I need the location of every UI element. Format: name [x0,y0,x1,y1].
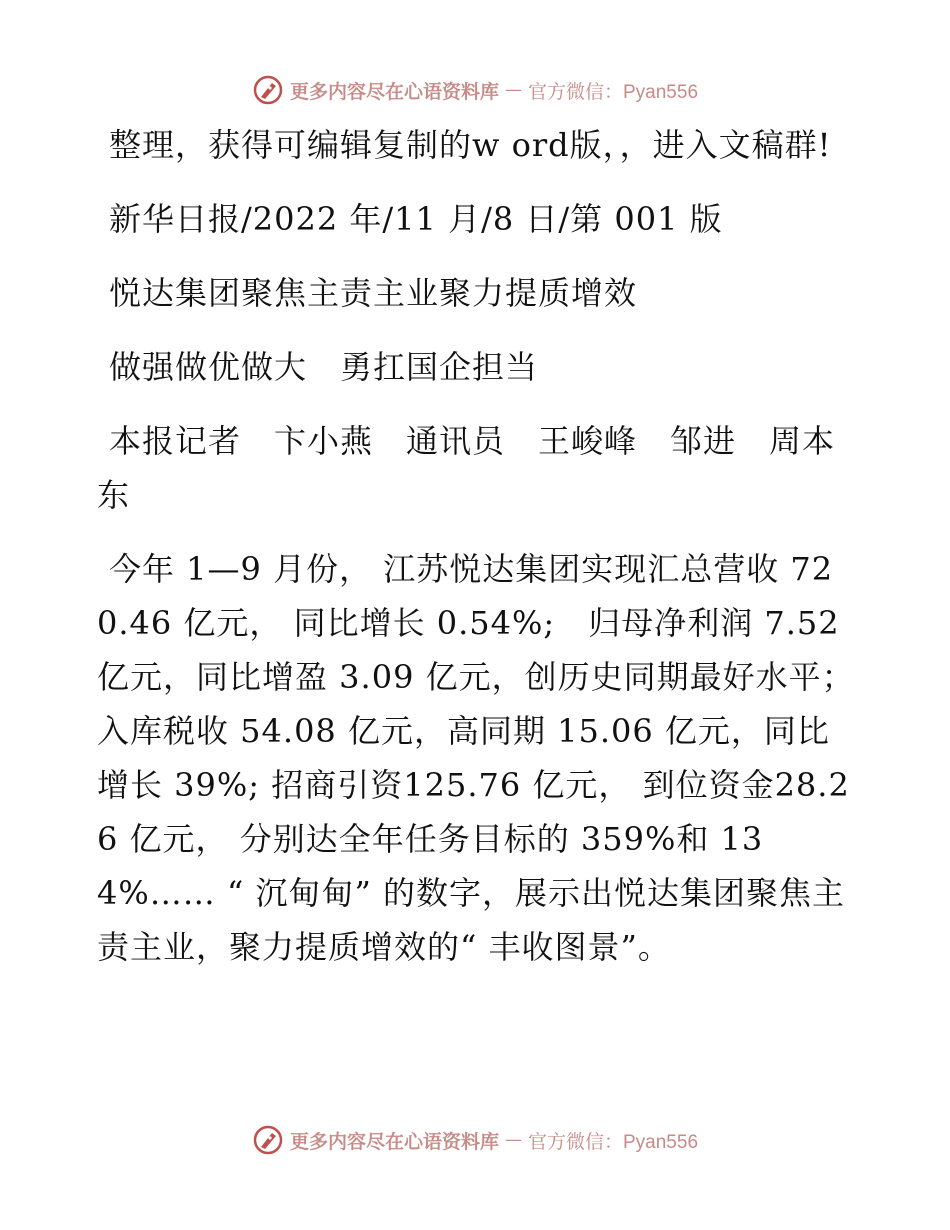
pen-nib-icon [252,74,284,106]
intro-line: 整理，获得可编辑复制的w ord版，，进入文稿群! [109,126,832,164]
body-paragraph: 今年 1—9 月份， 江苏悦达集团实现汇总营收 720.46 亿元， 同比增长 0.54%; 归母净利润 7.52亿元，同比增盈 3.09 亿元，创历史同期最好水平；入库税收 54.08 亿元，高同期 15.06 亿元，同比增长 39%; 招商引资125.76 亿元， 到位资金28.26 亿元， 分别达全年任务目标的 359%和 134%…… “ 沉甸甸” 的数字，展示出悦达集团聚焦主责主业，聚力提质增效的“ 丰收图景”。 [97,550,855,966]
footer-watermark [0,1122,950,1158]
watermark-suffix: 官方微信：Pyan556 [528,81,699,103]
watermark-dash: — [505,80,522,100]
byline: 本报记者 卞小燕 通讯员 王峻峰 邹进 周本东 [97,422,836,514]
headline-sub: 做强做优做大 勇扛国企担当 [109,348,539,386]
watermark-text: 更多内容尽在心语资料库 [289,1130,499,1153]
watermark-text: 更多内容尽在心语资料库 [289,80,499,103]
document-body [97,118,857,974]
headline-main: 悦达集团聚焦主责主业聚力提质增效 [109,274,638,312]
dateline: 新华日报/2022 年/11 月/8 日/第 001 版 [109,200,723,238]
watermark-dash: — [505,1130,522,1150]
watermark-suffix: 官方微信：Pyan556 [528,1131,699,1153]
header-watermark [0,72,950,108]
pen-nib-icon [252,1124,284,1156]
